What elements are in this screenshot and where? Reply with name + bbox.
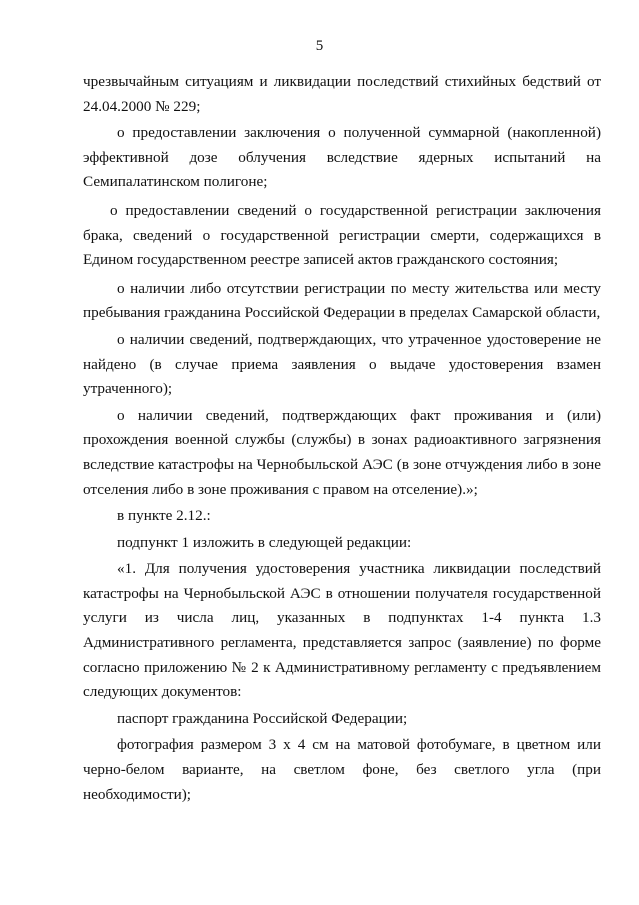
- paragraph-civil-registry: о предоставлении сведений о государственной регистрации заключения брака, сведений о государственной регистрации смерти, содержащихся в Едином государственном реестре записей актов гражданского состояния;: [83, 201, 601, 269]
- paragraph-certificate-request: «1. Для получения удостоверения участника ликвидации последствий катастрофы на Чернобыльской АЭС в отношении получателя государственной услуги из числа лиц, указанных в подпунктах 1-4 пункта 1.3 Административного регламента, представляется запрос (заявление) по форме согласно приложению № 2 к Административному регламенту с предъявлением следующих документов:: [83, 560, 601, 701]
- paragraph-lost-certificate: о наличии сведений, подтверждающих, что утраченное удостоверение не найдено (в случае приема заявления о выдаче удостоверения взамен утраченного);: [83, 330, 601, 398]
- paragraph-photo: фотография размером 3 х 4 см на матовой фотобумаге, в цветном или черно-белом варианте, на светлом фоне, без светлого угла (при необходимости);: [83, 736, 601, 803]
- document-body: [83, 70, 601, 809]
- page-number: 5: [315, 38, 324, 54]
- paragraph-subclause-1: подпункт 1 изложить в следующей редакции:: [117, 533, 412, 551]
- paragraph-continuation: чрезвычайным ситуациям и ликвидации последствий стихийных бедствий от 24.04.2000 № 229;: [83, 73, 601, 115]
- paragraph-passport: паспорт гражданина Российской Федерации;: [117, 709, 408, 727]
- paragraph-chernobyl-zones: о наличии сведений, подтверждающих факт проживания и (или) прохождения военной службы (службы) в зонах радиоактивного загрязнения вследствие катастрофы на Чернобыльской АЭС (в зоне отчуждения либо в зоне отселения либо в зоне проживания с правом на отселение).»;: [83, 406, 601, 498]
- paragraph-semipalatinsk-dose: о предоставлении заключения о полученной суммарной (накопленной) эффективной дозе облучения вследствие ядерных испытаний на Семипалатинском полигоне;: [83, 124, 601, 191]
- paragraph-clause-2-12: в пункте 2.12.:: [117, 507, 211, 525]
- paragraph-residence-registration: о наличии либо отсутствии регистрации по месту жительства или месту пребывания гражданина Российской Федерации в пределах Самарской области,: [83, 279, 601, 322]
